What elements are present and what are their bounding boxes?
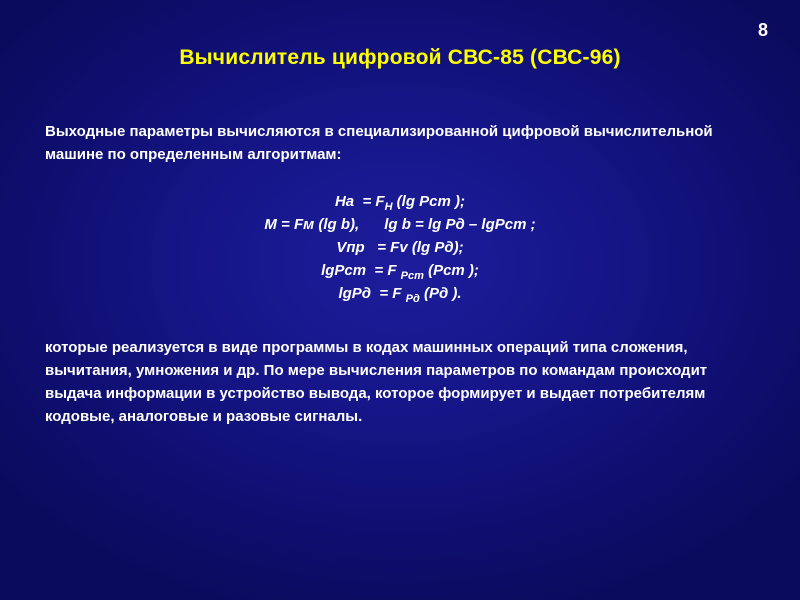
formula-mach (0, 213, 800, 236)
formula-text: lgPcm = F (321, 262, 401, 279)
formula-subscript: Н (384, 201, 393, 213)
formula-dynamic-pressure (0, 282, 800, 305)
formula-subscript: Pд (405, 293, 420, 305)
formula-text: (Pcm ); (423, 262, 479, 279)
formula-text: Нa = F (334, 193, 385, 210)
formula-text: M = Fм (lg b), lg b = lg Pд – lgPcm ; (264, 216, 536, 233)
intro-paragraph: Выходные параметры вычисляются в специализированной цифровой вычислительной машине по определенным алгоритмам: (45, 123, 713, 163)
formula-text: lgPд = F (338, 285, 406, 302)
page-number: 8 (757, 20, 768, 40)
formula-static-pressure (0, 259, 800, 282)
formula-text: (lg Pcm ); (392, 193, 466, 210)
formula-subscript: Pcm (400, 270, 424, 282)
formula-altitude (0, 190, 800, 213)
formula-text: (Pд ). (419, 285, 462, 302)
formula-block (0, 190, 800, 305)
slide-title: Вычислитель цифровой СВС-85 (СВС-96) (179, 46, 621, 69)
outro-paragraph: которые реализуется в виде программы в кодах машинных операций типа сложения, вычитания, умножения и др. По мере вычисления параметров по командам происходит выдача информации в устройство вывода, которое формирует и выдает потребителям кодовые, аналоговые и разовые сигналы. (45, 339, 708, 425)
formula-text: Vпр = Fv (lg Pд); (336, 239, 464, 256)
formula-airspeed (0, 236, 800, 259)
